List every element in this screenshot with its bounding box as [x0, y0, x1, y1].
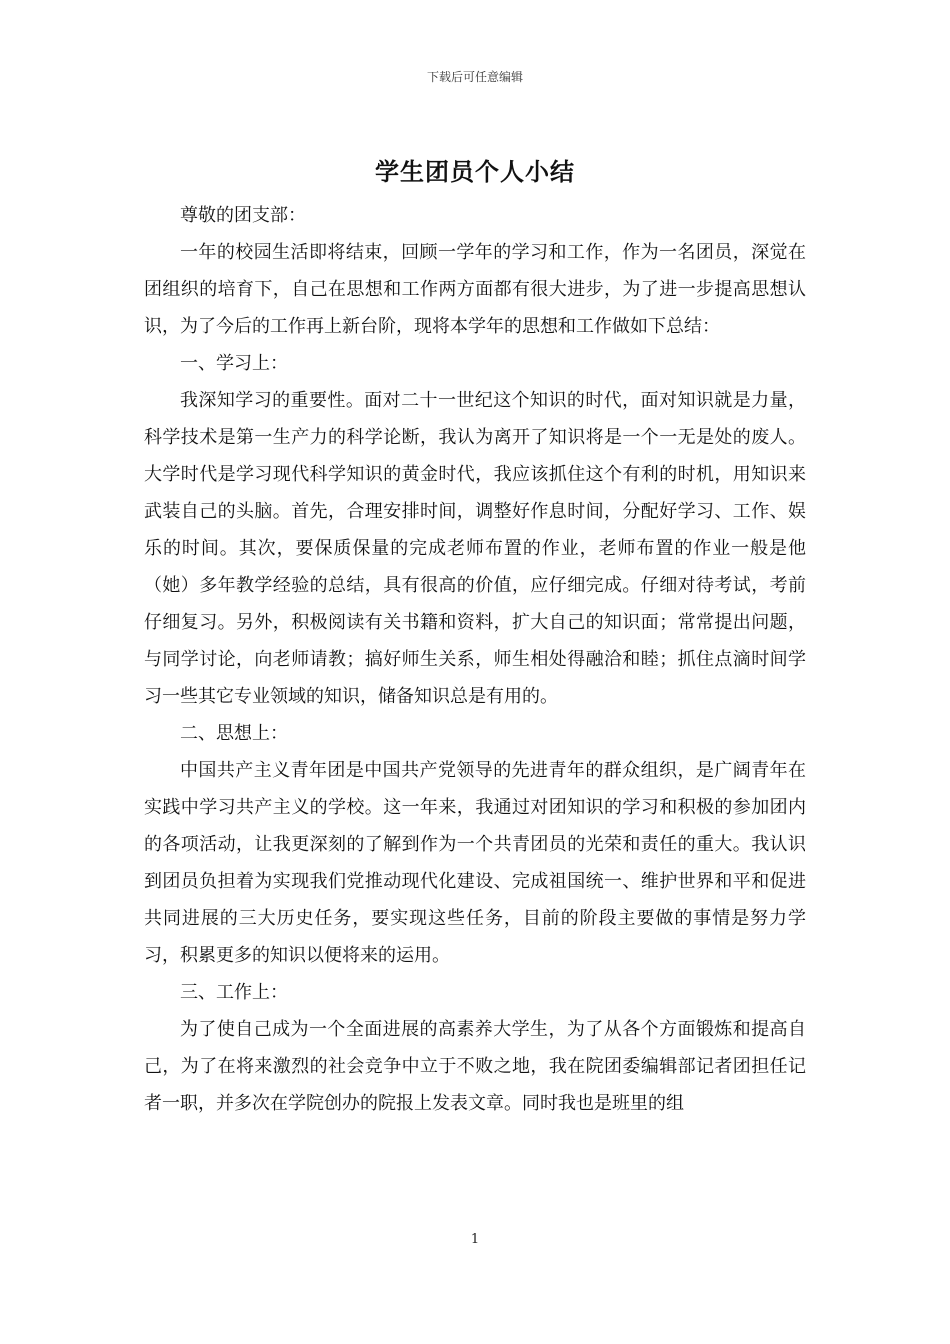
- salutation: 尊敬的团支部：: [180, 205, 306, 226]
- download-note: 下载后可任意编辑: [426, 70, 523, 84]
- study-paragraph: 我深知学习的重要性。面对二十一世纪这个知识的时代，面对知识就是力量，科学技术是第一生产力的科学论断，我认为离开了知识将是一个一无是处的废人。大学时代是学习现代科学知识的黄金时代，我应该抓住这个有利的时机，用知识来武装自己的头脑。首先，合理安排时间，调整好作息时间，分配好学习、工作、娱乐的时间。其次，要保质保量的完成老师布置的作业，老师布置的作业一般是他（她）多年教学经验的总结，具有很高的价值，应仔细完成。仔细对待考试，考前仔细复习。另外，积极阅读有关书籍和资料，扩大自己的知识面；常常提出问题，与同学讨论，向老师请教；搞好师生关系，师生相处得融洽和睦；抓住点滴时间学习一些其它专业领域的知识，储备知识总是有用的。: [144, 390, 806, 707]
- section-heading-work: 三、工作上：: [180, 982, 288, 1003]
- document-title: 学生团员个人小结: [375, 157, 575, 186]
- intro-paragraph: 一年的校园生活即将结束，回顾一学年的学习和工作，作为一名团员，深觉在团组织的培育下，自己在思想和工作两方面都有很大进步，为了进一步提高思想认识，为了今后的工作再上新台阶，现将本学年的思想和工作做如下总结：: [144, 242, 806, 337]
- document-body: [144, 197, 806, 1122]
- thought-paragraph: 中国共产主义青年团是中国共产党领导的先进青年的群众组织，是广阔青年在实践中学习共产主义的学校。这一年来，我通过对团知识的学习和积极的参加团内的各项活动，让我更深刻的了解到作为一个共青团员的光荣和责任的重大。我认识到团员负担着为实现我们党推动现代化建设、完成祖国统一、维护世界和平和促进共同进展的三大历史任务，要实现这些任务，目前的阶段主要做的事情是努力学习，积累更多的知识以便将来的运用。: [144, 760, 806, 966]
- work-paragraph: 为了使自己成为一个全面进展的高素养大学生，为了从各个方面锻炼和提高自己，为了在将来激烈的社会竞争中立于不败之地，我在院团委编辑部记者团担任记者一职，并多次在学院创办的院报上发表文章。同时我也是班里的组: [144, 1019, 806, 1114]
- page-number: 1: [470, 1232, 480, 1247]
- section-heading-thought: 二、思想上：: [180, 723, 288, 744]
- section-heading-study: 一、学习上：: [180, 353, 288, 374]
